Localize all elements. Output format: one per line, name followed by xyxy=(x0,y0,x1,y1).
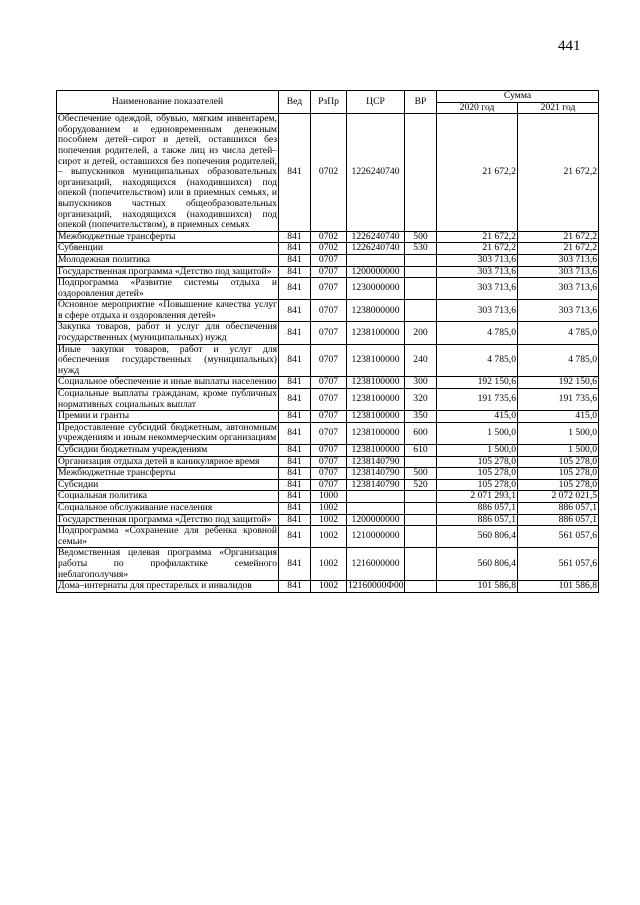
cell-name: Премии и гранты xyxy=(57,411,279,423)
cell-ved: 841 xyxy=(279,581,311,593)
cell-name: Дома–интернаты для престарелых и инвалидов xyxy=(57,581,279,593)
cell-s2020: 191 735,6 xyxy=(437,389,518,411)
cell-s2020: 560 806,4 xyxy=(437,526,518,548)
cell-vr: 500 xyxy=(405,231,437,243)
cell-ved: 841 xyxy=(279,278,311,300)
cell-s2021: 21 672,2 xyxy=(518,243,599,255)
cell-rzpr: 0707 xyxy=(311,300,347,322)
cell-ved: 841 xyxy=(279,254,311,266)
cell-csr: 1226240740 xyxy=(347,114,405,232)
cell-s2021: 101 586,8 xyxy=(518,581,599,593)
budget-table xyxy=(56,90,599,593)
cell-s2021: 303 713,6 xyxy=(518,300,599,322)
cell-s2020: 105 278,0 xyxy=(437,468,518,480)
cell-csr: 1238000000 xyxy=(347,300,405,322)
col-header-csr: ЦСР xyxy=(347,91,405,114)
table-row xyxy=(57,514,599,526)
cell-s2020: 303 713,6 xyxy=(437,254,518,266)
cell-rzpr: 0707 xyxy=(311,468,347,480)
table-row xyxy=(57,278,599,300)
cell-ved: 841 xyxy=(279,300,311,322)
table-row xyxy=(57,411,599,423)
table-body xyxy=(57,114,599,593)
cell-ved: 841 xyxy=(279,468,311,480)
cell-ved: 841 xyxy=(279,526,311,548)
cell-csr: 1238100000 xyxy=(347,344,405,377)
cell-rzpr: 0707 xyxy=(311,377,347,389)
cell-vr: 240 xyxy=(405,344,437,377)
cell-vr: 200 xyxy=(405,322,437,344)
cell-csr: 1230000000 xyxy=(347,278,405,300)
cell-vr: 320 xyxy=(405,389,437,411)
cell-vr xyxy=(405,581,437,593)
cell-vr xyxy=(405,548,437,581)
cell-s2020: 886 057,1 xyxy=(437,502,518,514)
cell-vr: 600 xyxy=(405,422,437,444)
cell-s2020: 101 586,8 xyxy=(437,581,518,593)
cell-ved: 841 xyxy=(279,502,311,514)
cell-rzpr: 1002 xyxy=(311,548,347,581)
cell-csr: 1226240740 xyxy=(347,243,405,255)
table-row xyxy=(57,231,599,243)
cell-s2020: 1 500,0 xyxy=(437,422,518,444)
table-row xyxy=(57,254,599,266)
cell-name: Государственная программа «Детство под защитой» xyxy=(57,266,279,278)
cell-csr: 1200000000 xyxy=(347,514,405,526)
cell-csr: 1238100000 xyxy=(347,322,405,344)
cell-ved: 841 xyxy=(279,389,311,411)
table-row xyxy=(57,479,599,491)
table-row xyxy=(57,377,599,389)
cell-rzpr: 0702 xyxy=(311,243,347,255)
cell-rzpr: 0707 xyxy=(311,278,347,300)
cell-ved: 841 xyxy=(279,231,311,243)
cell-s2021: 4 785,0 xyxy=(518,322,599,344)
cell-vr xyxy=(405,278,437,300)
cell-name: Закупка товаров, работ и услуг для обеспечения государственных (муниципальных) нужд xyxy=(58,321,277,344)
table-row xyxy=(57,389,599,411)
table-row xyxy=(57,344,599,377)
cell-s2020: 560 806,4 xyxy=(437,548,518,581)
cell-csr: 1226240740 xyxy=(347,231,405,243)
header-row xyxy=(57,91,599,103)
cell-ved: 841 xyxy=(279,266,311,278)
cell-s2020: 4 785,0 xyxy=(437,322,518,344)
table-row xyxy=(57,456,599,468)
cell-ved: 841 xyxy=(279,514,311,526)
table-row xyxy=(57,581,599,593)
cell-ved: 841 xyxy=(279,322,311,344)
cell-ved: 841 xyxy=(279,411,311,423)
cell-rzpr: 0702 xyxy=(311,114,347,232)
cell-vr: 300 xyxy=(405,377,437,389)
col-header-vr: ВР xyxy=(405,91,437,114)
cell-name: Межбюджетные трансферты xyxy=(57,468,279,480)
table-row xyxy=(57,266,599,278)
col-header-sum: Сумма xyxy=(437,91,599,103)
cell-csr: 1210000000 xyxy=(347,526,405,548)
cell-name: Социальное обслуживание населения xyxy=(57,502,279,514)
cell-csr: 1238100000 xyxy=(347,411,405,423)
cell-s2020: 4 785,0 xyxy=(437,344,518,377)
cell-rzpr: 0707 xyxy=(311,266,347,278)
cell-csr: 1238140790 xyxy=(347,456,405,468)
cell-csr: 1238100000 xyxy=(347,422,405,444)
cell-rzpr: 1000 xyxy=(311,491,347,503)
cell-s2020: 303 713,6 xyxy=(437,266,518,278)
cell-rzpr: 0707 xyxy=(311,411,347,423)
cell-csr: 1238140790 xyxy=(347,479,405,491)
cell-s2020: 303 713,6 xyxy=(437,278,518,300)
cell-rzpr: 0702 xyxy=(311,231,347,243)
page-number: 441 xyxy=(558,38,581,54)
cell-name: Основное мероприятие «Повышение качества услуг в сфере отдыха и оздоровления детей» xyxy=(58,299,277,321)
cell-vr xyxy=(405,514,437,526)
cell-csr: 1216000000 xyxy=(347,548,405,581)
cell-name: Социальные выплаты гражданам, кроме публичных нормативных социальных выплат xyxy=(58,388,277,410)
cell-s2021: 1 500,0 xyxy=(518,422,599,444)
cell-name: Государственная программа «Детство под защитой» xyxy=(57,514,279,526)
cell-rzpr: 1002 xyxy=(311,581,347,593)
cell-s2021: 303 713,6 xyxy=(518,278,599,300)
cell-s2021: 191 735,6 xyxy=(518,389,599,411)
cell-rzpr: 0707 xyxy=(311,344,347,377)
cell-rzpr: 1002 xyxy=(311,526,347,548)
cell-name: Субсидии бюджетным учреждениям xyxy=(57,445,279,457)
cell-vr xyxy=(405,254,437,266)
cell-vr xyxy=(405,456,437,468)
col-header-name: Наименование показателей xyxy=(57,91,279,114)
cell-s2021: 192 150,6 xyxy=(518,377,599,389)
cell-s2020: 105 278,0 xyxy=(437,456,518,468)
cell-vr: 610 xyxy=(405,445,437,457)
cell-s2021: 4 785,0 xyxy=(518,344,599,377)
table-row xyxy=(57,243,599,255)
cell-s2021: 1 500,0 xyxy=(518,445,599,457)
cell-csr: 12160000Ф00 xyxy=(348,580,404,592)
cell-s2020: 2 071 293,1 xyxy=(437,491,518,503)
cell-name: Субвенции xyxy=(57,243,279,255)
cell-s2020: 303 713,6 xyxy=(437,300,518,322)
cell-name: Субсидии xyxy=(57,479,279,491)
table-row xyxy=(57,491,599,503)
cell-vr: 350 xyxy=(405,411,437,423)
cell-s2021: 561 057,6 xyxy=(518,526,599,548)
cell-s2020: 105 278,0 xyxy=(437,479,518,491)
cell-csr: 1238100000 xyxy=(347,445,405,457)
cell-name: Организация отдыха детей в каникулярное время xyxy=(57,456,279,468)
cell-rzpr: 0707 xyxy=(311,389,347,411)
cell-s2020: 415,0 xyxy=(437,411,518,423)
cell-rzpr: 0707 xyxy=(311,479,347,491)
cell-s2021: 2 072 021,5 xyxy=(518,491,599,503)
cell-s2021: 886 057,1 xyxy=(518,502,599,514)
table-row xyxy=(57,322,599,344)
cell-vr xyxy=(405,300,437,322)
cell-csr xyxy=(347,491,405,503)
cell-s2021: 561 057,6 xyxy=(518,548,599,581)
cell-name: Межбюджетные трансферты xyxy=(57,231,279,243)
cell-name: Социальное обеспечение и иные выплаты населению xyxy=(58,376,277,388)
cell-s2021: 303 713,6 xyxy=(518,254,599,266)
cell-name: Иные закупки товаров, работ и услуг для обеспечения государственных (муниципальных) нужд xyxy=(58,343,277,376)
cell-s2021: 303 713,6 xyxy=(518,266,599,278)
cell-ved: 841 xyxy=(279,548,311,581)
cell-vr xyxy=(405,502,437,514)
cell-name: Молодежная политика xyxy=(57,254,279,266)
cell-rzpr: 1002 xyxy=(311,502,347,514)
table-row xyxy=(57,502,599,514)
cell-vr: 500 xyxy=(405,468,437,480)
cell-ved: 841 xyxy=(279,491,311,503)
cell-ved: 841 xyxy=(279,243,311,255)
table-row xyxy=(57,300,599,322)
cell-name: Социальная политика xyxy=(57,491,279,503)
cell-rzpr: 0707 xyxy=(311,456,347,468)
cell-ved: 841 xyxy=(279,422,311,444)
cell-rzpr: 0707 xyxy=(311,445,347,457)
cell-s2020: 21 672,2 xyxy=(437,114,518,232)
col-header-2021: 2021 год xyxy=(518,102,599,114)
cell-s2021: 105 278,0 xyxy=(518,468,599,480)
cell-s2020: 1 500,0 xyxy=(437,445,518,457)
cell-csr: 1238100000 xyxy=(347,377,405,389)
col-header-2020: 2020 год xyxy=(437,102,518,114)
cell-name: Обеспечение одеждой, обувью, мягким инвентарем, оборудованием и единовременным денежным пособием детей–сирот и детей, оставшихся без попечения родителей, а также лиц из числа детей–сирот и детей, оставшихся без попечения родителей, – выпускников муниципальных образовательных организаций, находящихся (находившихся) под опекой (попечительством) или в приемных семьях, и выпускников частных общеобразовательных организаций, находящихся (находившихся) под опекой (попечительством), в приемных семьях xyxy=(58,113,277,231)
table-row xyxy=(57,468,599,480)
cell-ved: 841 xyxy=(279,344,311,377)
cell-s2021: 886 057,1 xyxy=(518,514,599,526)
cell-vr xyxy=(405,526,437,548)
table-row xyxy=(57,114,599,232)
cell-ved: 841 xyxy=(279,377,311,389)
cell-s2021: 105 278,0 xyxy=(518,456,599,468)
cell-rzpr: 0707 xyxy=(311,254,347,266)
cell-s2021: 21 672,2 xyxy=(518,114,599,232)
cell-name: Подпрограмма «Развитие системы отдыха и оздоровления детей» xyxy=(58,277,277,299)
cell-rzpr: 1002 xyxy=(311,514,347,526)
cell-vr xyxy=(405,266,437,278)
cell-ved: 841 xyxy=(279,456,311,468)
table-row xyxy=(57,422,599,444)
cell-csr: 1200000000 xyxy=(347,266,405,278)
cell-rzpr: 0707 xyxy=(311,422,347,444)
col-header-ved: Вед xyxy=(279,91,311,114)
cell-ved: 841 xyxy=(279,114,311,232)
cell-s2020: 21 672,2 xyxy=(437,231,518,243)
table-row xyxy=(57,445,599,457)
table-row xyxy=(57,526,599,548)
cell-name: Ведомственная целевая программа «Организация работы по профилактике семейного неблагополучия» xyxy=(58,547,277,580)
cell-ved: 841 xyxy=(279,479,311,491)
cell-vr: 530 xyxy=(405,243,437,255)
cell-name: Предоставление субсидий бюджетным, автономным учреждениям и иным некоммерческим организациям xyxy=(58,421,277,444)
cell-csr xyxy=(347,502,405,514)
col-header-rzpr: РзПр xyxy=(311,91,347,114)
table-row xyxy=(57,548,599,581)
cell-name: Подпрограмма «Сохранение для ребенка кровной семьи» xyxy=(58,525,277,547)
cell-csr xyxy=(347,254,405,266)
cell-vr xyxy=(405,491,437,503)
cell-ved: 841 xyxy=(279,445,311,457)
cell-s2021: 21 672,2 xyxy=(518,231,599,243)
cell-csr: 1238100000 xyxy=(347,389,405,411)
cell-s2020: 886 057,1 xyxy=(437,514,518,526)
cell-s2021: 105 278,0 xyxy=(518,479,599,491)
cell-s2020: 21 672,2 xyxy=(437,243,518,255)
cell-s2020: 192 150,6 xyxy=(437,377,518,389)
cell-s2021: 415,0 xyxy=(518,411,599,423)
cell-vr xyxy=(405,114,437,232)
cell-csr: 1238140790 xyxy=(347,468,405,480)
cell-rzpr: 0707 xyxy=(311,322,347,344)
cell-vr: 520 xyxy=(405,479,437,491)
